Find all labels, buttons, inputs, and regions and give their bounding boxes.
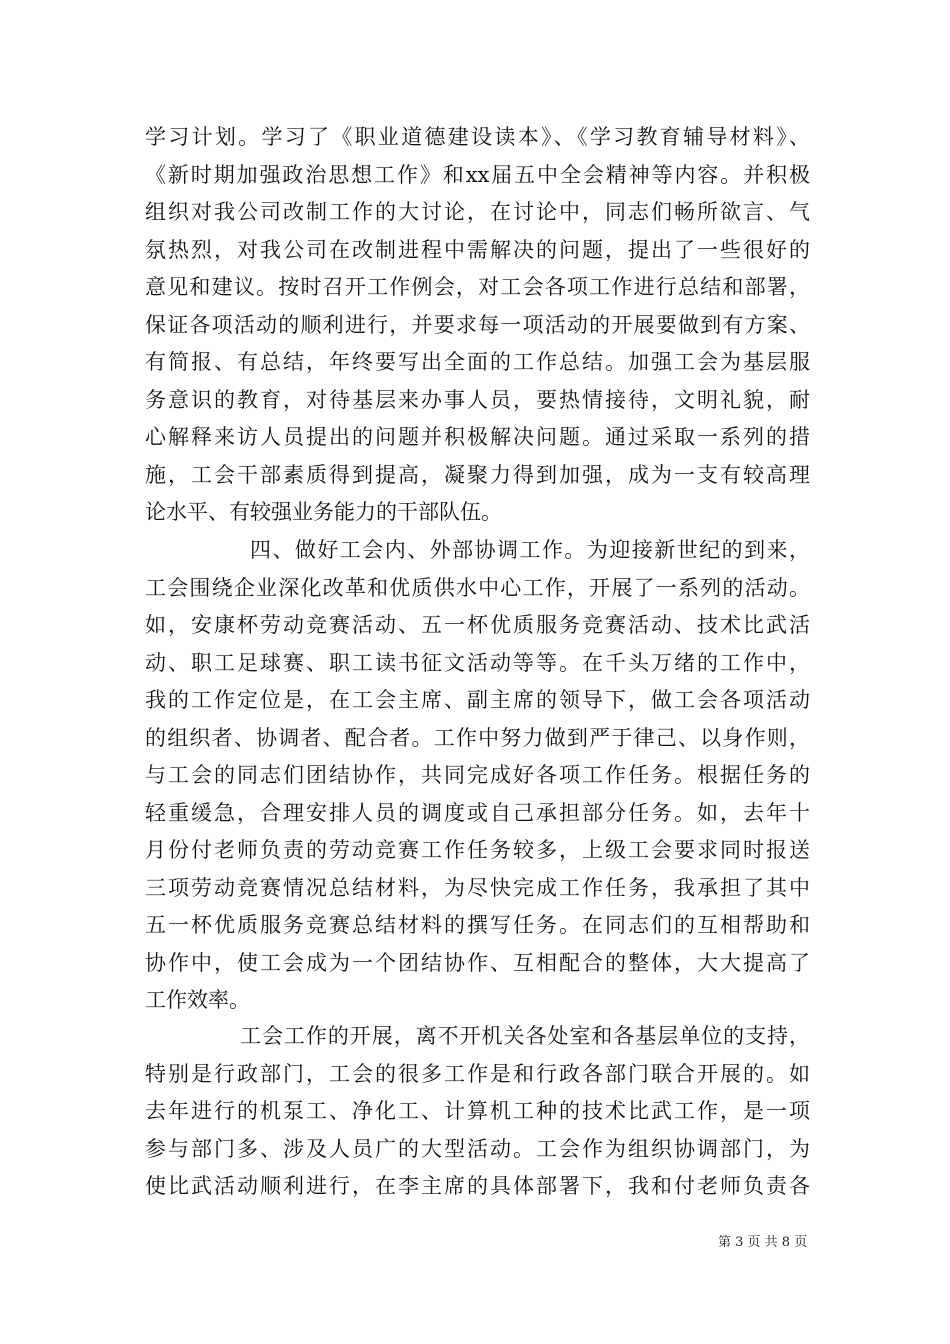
text-line: 组织对我公司改制工作的大讨论，在讨论中，同志们畅所欲言、气 bbox=[145, 200, 810, 224]
text-line: 氛热烈，对我公司在改制进程中需解决的问题，提出了一些很好的 bbox=[145, 237, 810, 262]
text-line: 学习计划。学习了《职业道德建设读本》、《学习教育辅导材料》、 bbox=[145, 125, 810, 149]
text-line: 有简报、有总结，年终要写出全面的工作总结。加强工会为基层服 bbox=[145, 350, 810, 374]
paragraph-2 bbox=[145, 532, 810, 1020]
text-line: 动、职工足球赛、职工读书征文活动等等。在千头万绪的工作中， bbox=[145, 650, 810, 675]
text-line: 心解释来访人员提出的问题并积极解决问题。通过采取一系列的措 bbox=[145, 425, 810, 449]
paragraph-1 bbox=[145, 119, 810, 532]
text-line: 三项劳动竞赛情况总结材料，为尽快完成工作任务，我承担了其中 bbox=[145, 875, 810, 900]
text-line: 如，安康杯劳动竞赛活动、五一杯优质服务竞赛活动、技术比武活 bbox=[145, 613, 810, 637]
text-line: 《新时期加强政治思想工作》和xx届五中全会精神等内容。并积极 bbox=[145, 162, 810, 187]
page-number: 第 3 页 共 8 页 bbox=[718, 1235, 808, 1250]
text-line: 论水平、有较强业务能力的干部队伍。 bbox=[145, 500, 502, 524]
text-line: 去年进行的机泵工、净化工、计算机工种的技术比武工作，是一项 bbox=[145, 1099, 810, 1123]
text-line: 工会工作的开展，离不开机关各处室和各基层单位的支持， bbox=[240, 1024, 810, 1048]
text-line: 的组织者、协调者、配合者。工作中努力做到严于律己、以身作则， bbox=[145, 725, 810, 750]
text-line: 轻重缓急，合理安排人员的调度或自己承担部分任务。如，去年十 bbox=[145, 800, 810, 825]
text-line: 五一杯优质服务竞赛总结材料的撰写任务。在同志们的互相帮助和 bbox=[145, 913, 810, 937]
text-line: 意见和建议。按时召开工作例会，对工会各项工作进行总结和部署， bbox=[145, 275, 810, 299]
text-line: 工作效率。 bbox=[145, 988, 250, 1012]
text-line: 使比武活动顺利进行，在李主席的具体部署下，我和付老师负责各 bbox=[145, 1174, 810, 1198]
paragraph-3 bbox=[145, 1018, 810, 1206]
text-line: 协作中，使工会成为一个团结协作、互相配合的整体，大大提高了 bbox=[145, 950, 810, 975]
text-line: 四、做好工会内、外部协调工作。为迎接新世纪的到来， bbox=[250, 538, 810, 562]
text-line: 参与部门多、涉及人员广的大型活动。工会作为组织协调部门，为 bbox=[145, 1136, 810, 1161]
text-line: 特别是行政部门，工会的很多工作是和行政各部门联合开展的。如 bbox=[145, 1061, 810, 1086]
text-line: 我的工作定位是，在工会主席、副主席的领导下，做工会各项活动 bbox=[145, 688, 810, 712]
text-line: 保证各项活动的顺利进行，并要求每一项活动的开展要做到有方案、 bbox=[145, 312, 810, 337]
text-line: 月份付老师负责的劳动竞赛工作任务较多，上级工会要求同时报送 bbox=[145, 838, 810, 862]
text-line: 务意识的教育，对待基层来办事人员，要热情接待，文明礼貌，耐 bbox=[145, 387, 810, 412]
text-line: 工会围绕企业深化改革和优质供水中心工作，开展了一系列的活动。 bbox=[145, 575, 810, 600]
text-line: 施，工会干部素质得到提高，凝聚力得到加强，成为一支有较高理 bbox=[145, 462, 810, 487]
text-line: 与工会的同志们团结协作，共同完成好各项工作任务。根据任务的 bbox=[145, 763, 810, 787]
